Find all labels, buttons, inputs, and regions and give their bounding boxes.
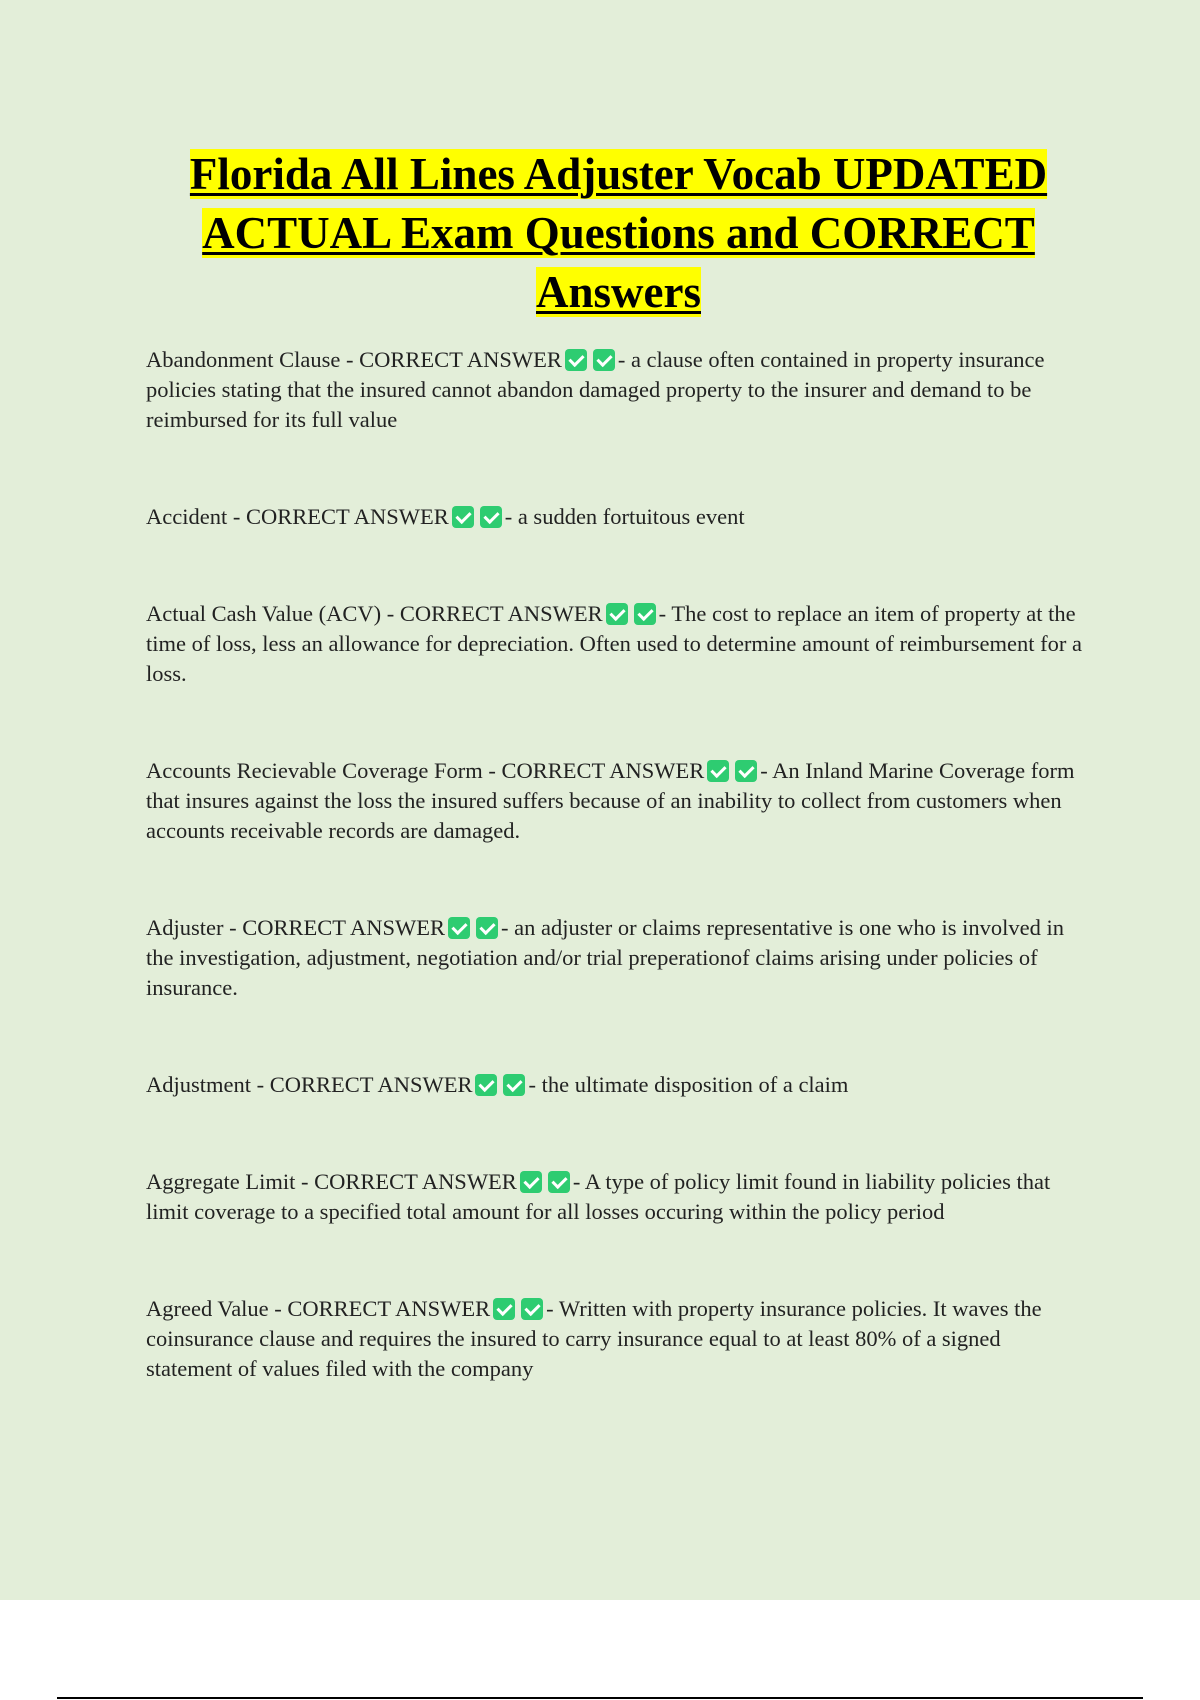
vocab-entry [146, 345, 1091, 435]
check-mark-icon [634, 603, 656, 625]
vocab-term: Agreed Value [146, 1296, 269, 1321]
check-mark-icon [707, 760, 729, 782]
vocab-term: Abandonment Clause [146, 347, 341, 372]
vocab-entry [146, 1294, 1091, 1384]
check-mark-icon [476, 917, 498, 939]
vocab-term: Adjustment [146, 1072, 251, 1097]
vocab-term: Accounts Recievable Coverage Form [146, 758, 483, 783]
vocab-definition: - a sudden fortuitous event [504, 504, 745, 529]
check-mark-icon [503, 1074, 525, 1096]
vocab-entry [146, 1167, 1091, 1227]
vocab-term: Adjuster [146, 915, 224, 940]
vocab-definition: - The cost to replace an item of property at the time of loss, less an allowance for depreciation. Often used to determine amount of reimbursement for a loss. [146, 601, 1082, 686]
check-mark-icon [493, 1298, 515, 1320]
answer-marker: - CORRECT ANSWER [274, 1296, 491, 1321]
answer-marker: - CORRECT ANSWER [386, 601, 603, 626]
check-mark-icon [606, 603, 628, 625]
document-title-text: Florida All Lines Adjuster Vocab UPDATED ACTUAL Exam Questions and CORRECT Answers [189, 149, 1048, 317]
check-mark-icon [565, 349, 587, 371]
check-mark-icon [521, 1298, 543, 1320]
check-mark-icon [593, 349, 615, 371]
answer-marker: - CORRECT ANSWER [229, 915, 445, 940]
check-mark-icon [520, 1171, 542, 1193]
vocab-definition: - A type of policy limit found in liability policies that limit coverage to a specified total amount for all losses occuring within the policy period [146, 1169, 1051, 1224]
answer-marker: - CORRECT ANSWER [232, 504, 449, 529]
check-mark-icon [548, 1171, 570, 1193]
answer-marker: - CORRECT ANSWER [300, 1169, 517, 1194]
vocab-definition: - an adjuster or claims representative is one who is involved in the investigation, adjustment, negotiation and/or trial preperationof claims arising under policies of insurance. [146, 915, 1064, 1000]
check-mark-icon [448, 917, 470, 939]
check-mark-icon [452, 506, 474, 528]
check-mark-icon [735, 760, 757, 782]
vocab-entry [146, 502, 1091, 532]
vocab-definition: - a clause often contained in property insurance policies stating that the insured cannot abandon damaged property to the insurer and demand to be reimbursed for its full value [146, 347, 1045, 432]
vocab-term: Actual Cash Value (ACV) [146, 601, 382, 626]
vocab-entry [146, 599, 1091, 689]
answer-marker: - CORRECT ANSWER [488, 758, 705, 783]
answer-marker: - CORRECT ANSWER [345, 347, 562, 372]
vocab-term: Accident [146, 504, 228, 529]
vocab-definition: - the ultimate disposition of a claim [528, 1072, 849, 1097]
vocab-list [146, 345, 1091, 1384]
check-mark-icon [475, 1074, 497, 1096]
vocab-entry [146, 756, 1091, 846]
footer-divider [57, 1697, 1143, 1699]
document-title [146, 145, 1091, 322]
vocab-definition: - An Inland Marine Coverage form that insures against the loss the insured suffers because of an inability to collect from customers when accounts receivable records are damaged. [146, 758, 1075, 843]
vocab-term: Aggregate Limit [146, 1169, 296, 1194]
vocab-entry [146, 913, 1091, 1003]
check-mark-icon [480, 506, 502, 528]
vocab-definition: - Written with property insurance policies. It waves the coinsurance clause and requires the insured to carry insurance equal to at least 80% of a signed statement of values filed with the company [146, 1296, 1042, 1381]
answer-marker: - CORRECT ANSWER [256, 1072, 473, 1097]
vocab-entry [146, 1070, 1091, 1100]
